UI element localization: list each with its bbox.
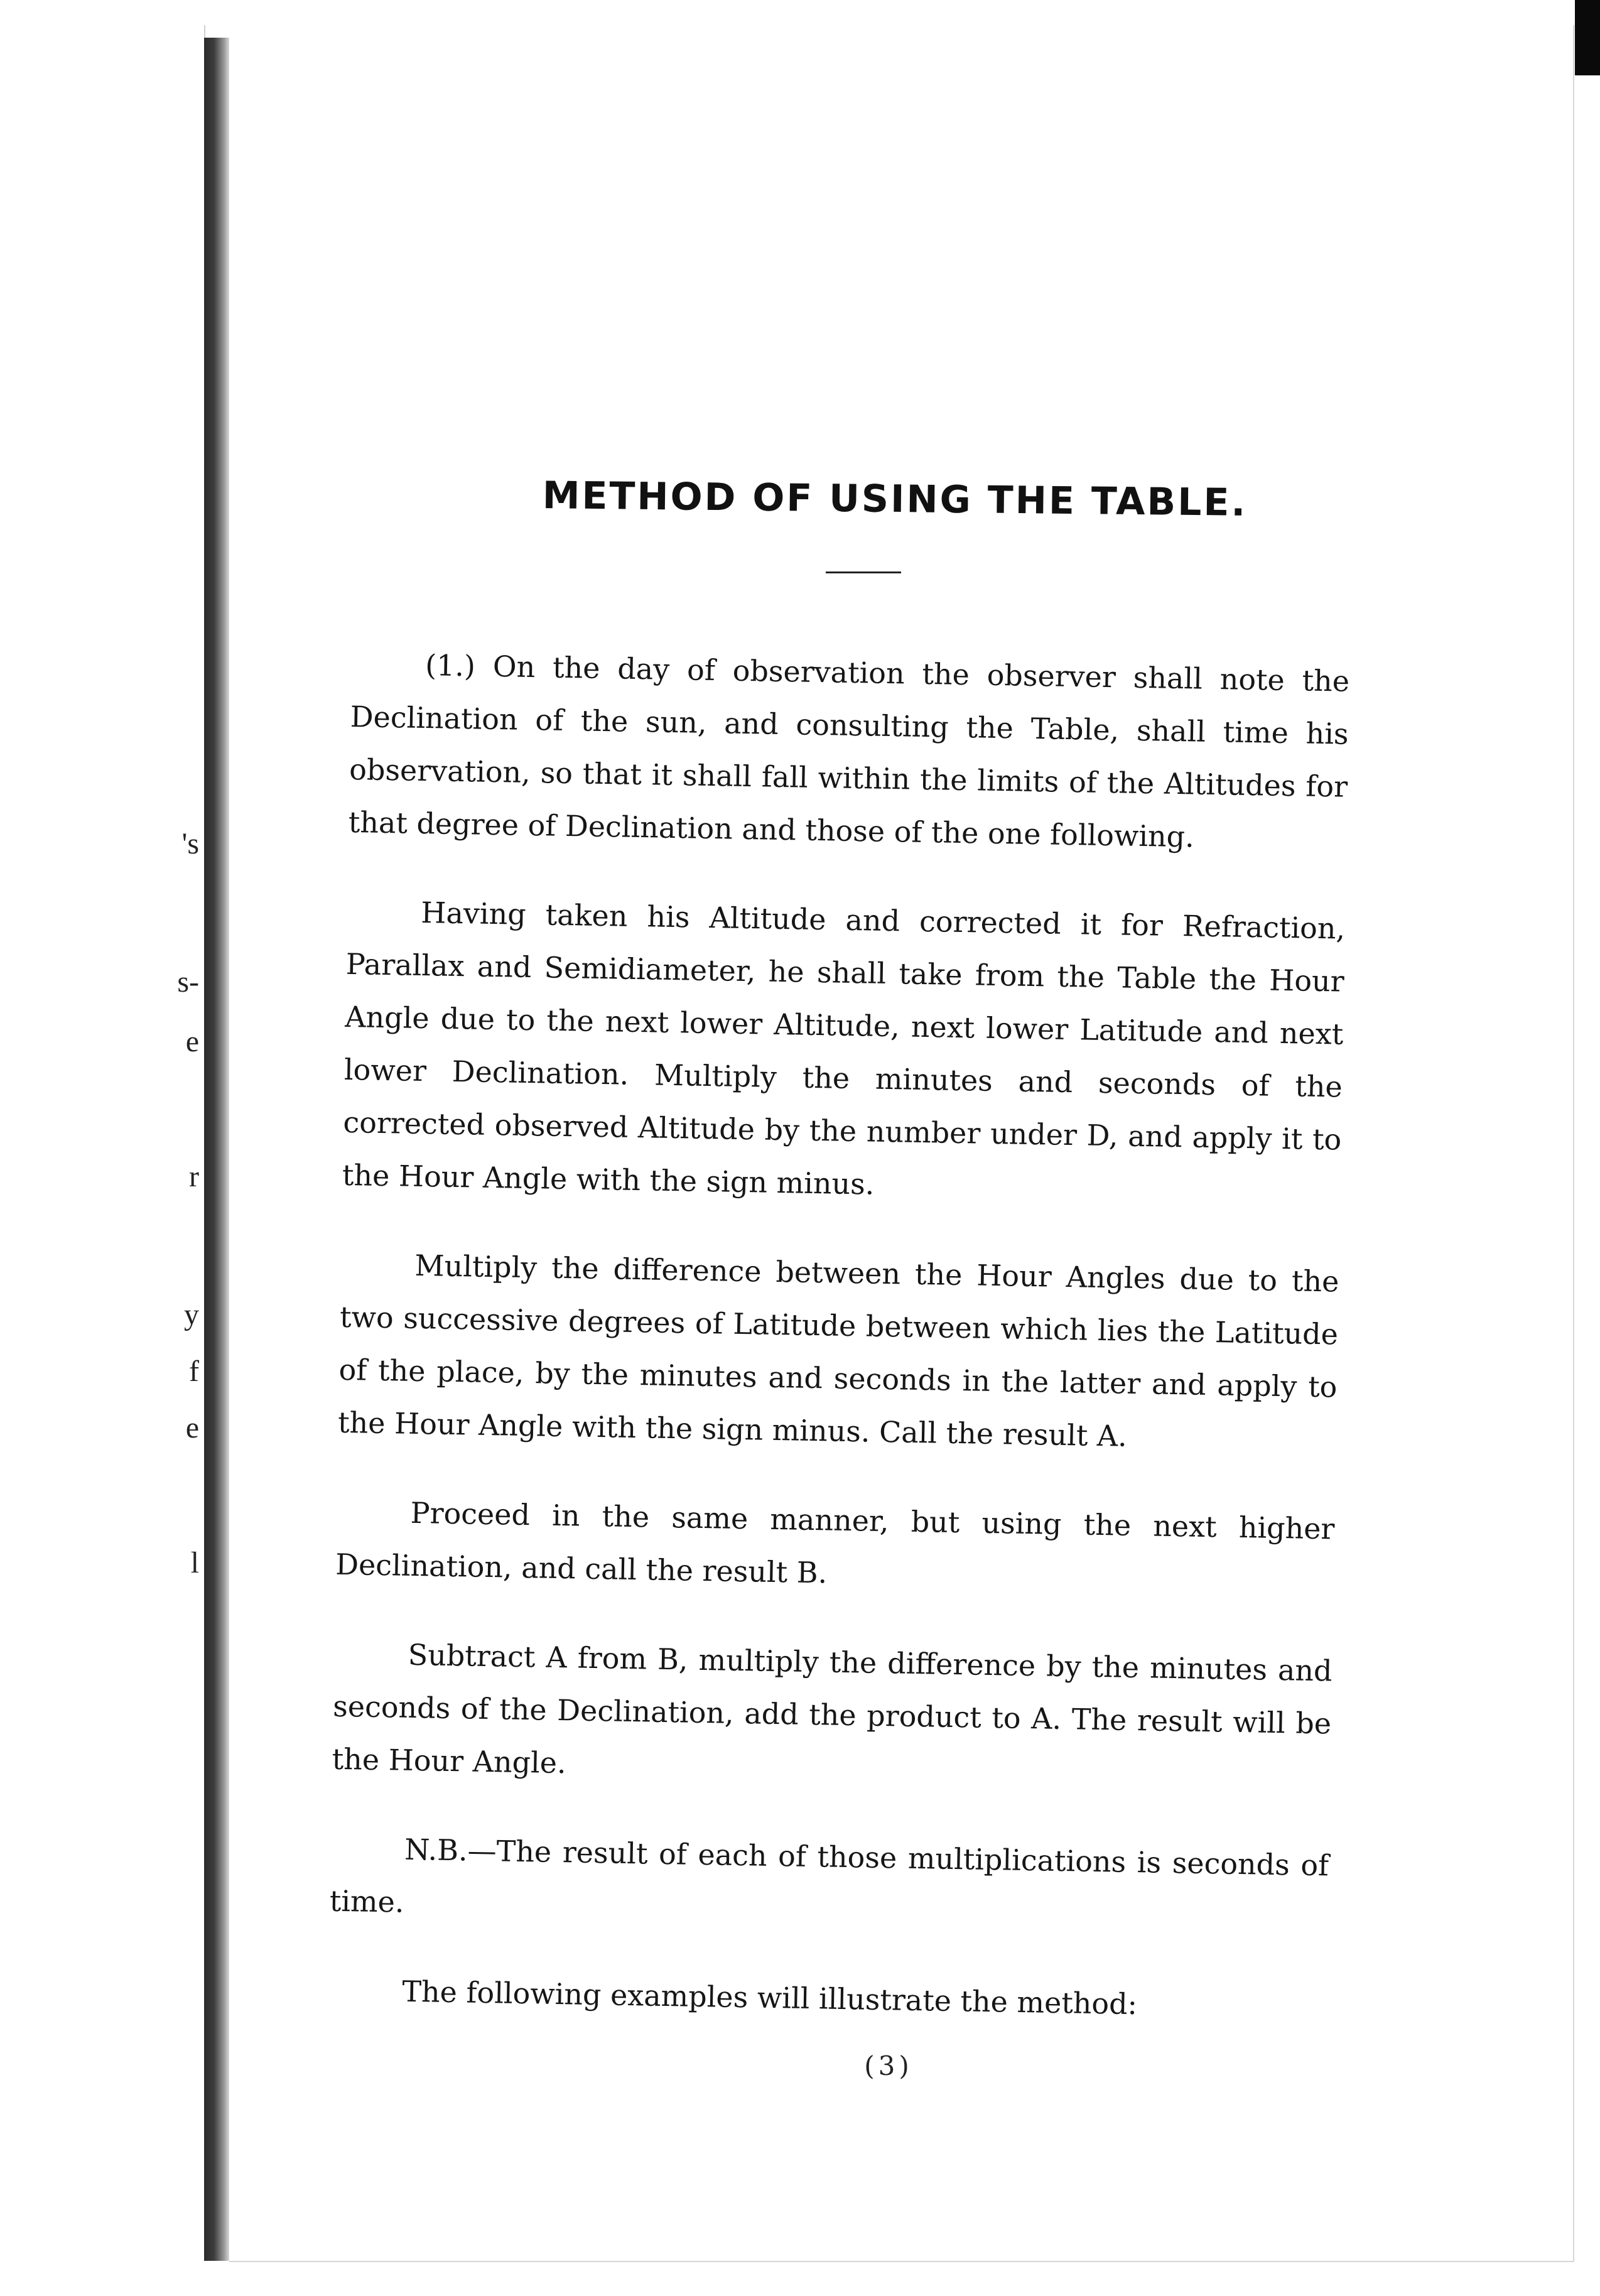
body-text: [327, 637, 1350, 2070]
title-divider: [826, 571, 901, 573]
facing-page-fragment: r: [189, 1160, 199, 1193]
paragraph-7: The following examples will illustrate the method:: [401, 1974, 1138, 2022]
paragraph-5: Subtract A from B, multiply the difference by the minutes and seconds of the Declination, add the product to A. The result will be the Hour Angle.: [332, 1637, 1332, 1780]
facing-page: [0, 25, 205, 2261]
paragraph-1: (1.) On the day of observation the observer shall note the Declination of the sun, and consulting the Table, shall time his observation, so that it shall fall within the limits of the Altitudes for that degree of Declination and those of the one following.: [348, 648, 1350, 854]
page-title: METHOD OF USING THE TABLE.: [542, 474, 1248, 525]
paragraph-3: Multiply the difference between the Hour Angles due to the two successive degrees of Latitude between which lies the Latitude of the place, by the minutes and seconds in the latter and apply to the Hour Angle with the sign minus. Call the result A.: [337, 1248, 1339, 1453]
facing-page-fragment: l: [190, 1546, 199, 1579]
facing-page-fragment: y: [184, 1298, 199, 1331]
paragraph-2: Having taken his Altitude and corrected it for Refraction, Parallax and Semidiameter, he shall take from the Table the Hour Angle due to the next lower Altitude, next lower Latitude and next lower Declination. Multiply the minutes and seconds of the corrected observed Altitude by the number under D, and apply it to the Hour Angle with the sign minus.: [342, 895, 1346, 1201]
facing-page-fragment: f: [189, 1355, 199, 1388]
book-gutter: [204, 38, 229, 2261]
facing-page-fragment: e: [185, 1025, 199, 1058]
book-page: [229, 25, 1574, 2262]
facing-page-fragment: e: [185, 1411, 199, 1444]
paragraph-6: N.B.—The result of each of those multiplications is seconds of time.: [329, 1832, 1329, 1919]
facing-page-fragment: 's: [181, 827, 199, 860]
facing-page-fragment: s-: [177, 965, 199, 999]
page-number: (3): [864, 2050, 913, 2081]
paragraph-4: Proceed in the same manner, but using the next higher Declination, and call the result B.: [335, 1495, 1335, 1590]
scan-edge-shadow: [1575, 0, 1600, 75]
